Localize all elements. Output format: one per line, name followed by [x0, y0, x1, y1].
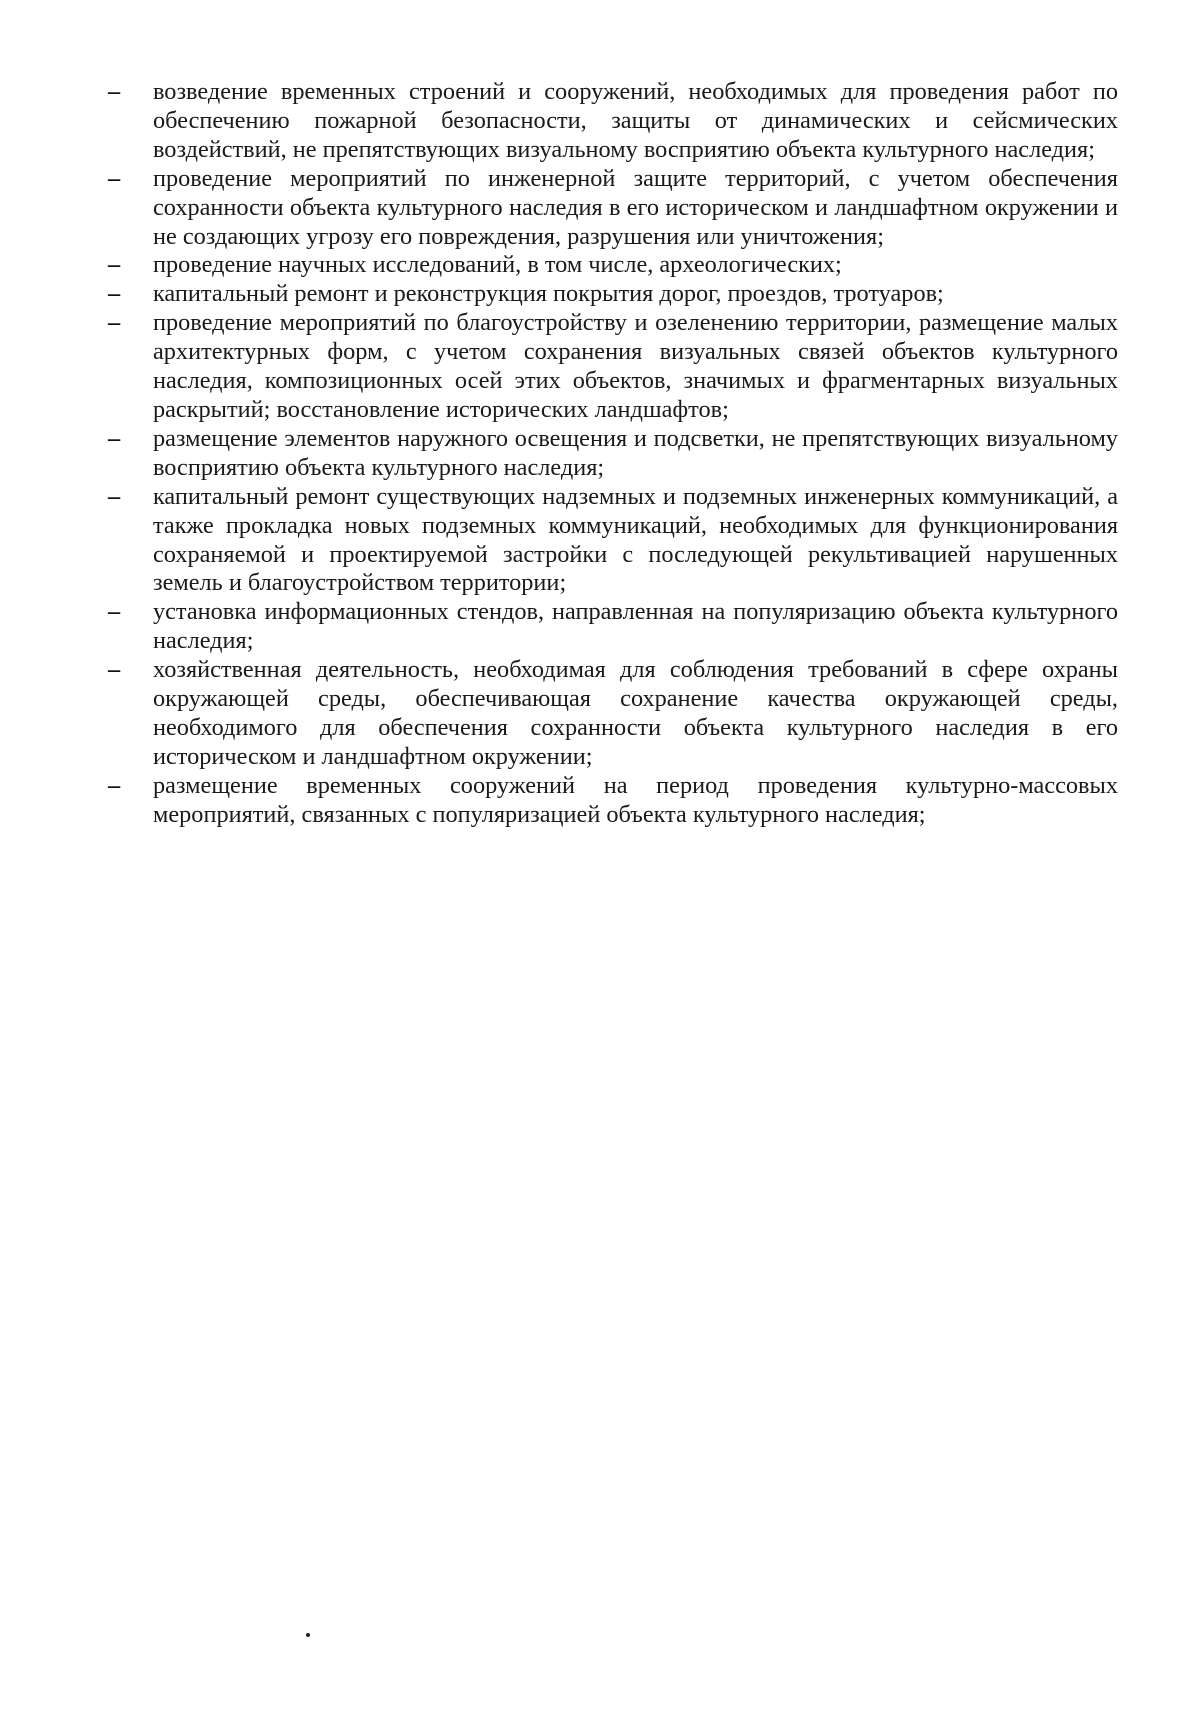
list-item-text: хозяйственная деятельность, необходимая для соблюдения требований в сфере охраны окружающей среды, обеспечивающая сохранение качества окружающей среды, необходимого для обеспечения сохранности объекта культурного наследия в его историческом и ландшафтном окружении;	[153, 656, 1118, 770]
list-item	[108, 656, 1118, 772]
list-item-text: капитальный ремонт существующих надземных и подземных инженерных коммуникаций, а также прокладка новых подземных коммуникаций, необходимых для функционирования сохраняемой и проектируемой застройки с последующей рекультивацией нарушенных земель и благоустройством территории;	[153, 482, 1118, 597]
dash-marker: –	[108, 280, 121, 308]
list-item	[108, 483, 1118, 599]
dash-marker: –	[108, 598, 121, 626]
dash-marker: –	[108, 424, 121, 452]
dash-marker: –	[108, 656, 121, 684]
dash-marker: –	[108, 482, 121, 510]
dash-marker: –	[108, 164, 121, 192]
dash-marker: –	[108, 309, 121, 337]
list-item	[108, 598, 1118, 656]
list-item-text: капитальный ремонт и реконструкция покрытия дорог, проездов, тротуаров;	[153, 280, 944, 308]
dash-marker: –	[108, 771, 121, 799]
list-item	[108, 425, 1118, 483]
list-item-text: проведение мероприятий по инженерной защите территорий, с учетом обеспечения сохранности объекта культурного наследия в его историческом и ландшафтном окружении и не создающих угрозу его повреждения, разрушения или уничтожения;	[153, 164, 1118, 250]
list-item	[108, 309, 1118, 425]
requirements-list	[108, 78, 1118, 830]
list-item-text: возведение временных строений и сооружений, необходимых для проведения работ по обеспечению пожарной безопасности, защиты от динамических и сейсмических воздействий, не препятствующих визуальному восприятию объекта культурного наследия;	[153, 78, 1118, 163]
dash-marker: –	[108, 78, 121, 105]
list-item-text: установка информационных стендов, направленная на популяризацию объекта культурного наследия;	[153, 598, 1118, 655]
list-item-text: размещение временных сооружений на период проведения культурно-массовых мероприятий, связанных с популяризацией объекта культурного наследия;	[153, 771, 1118, 828]
dash-marker: –	[108, 251, 121, 279]
scan-dot	[306, 1633, 310, 1637]
list-item	[108, 165, 1118, 252]
list-item	[108, 280, 1118, 309]
list-item-text: размещение элементов наружного освещения и подсветки, не препятствующих визуальному восприятию объекта культурного наследия;	[153, 424, 1118, 481]
list-item-text: проведение мероприятий по благоустройству и озеленению территории, размещение малых архитектурных форм, с учетом сохранения визуальных связей объектов культурного наследия, композиционных осей этих объектов, значимых и фрагментарных визуальных раскрытий; восстановление исторических ландшафтов;	[153, 309, 1118, 423]
list-item	[108, 251, 1118, 280]
list-item-text: проведение научных исследований, в том числе, археологических;	[153, 251, 842, 279]
list-item	[108, 772, 1118, 830]
list-item	[108, 78, 1118, 165]
